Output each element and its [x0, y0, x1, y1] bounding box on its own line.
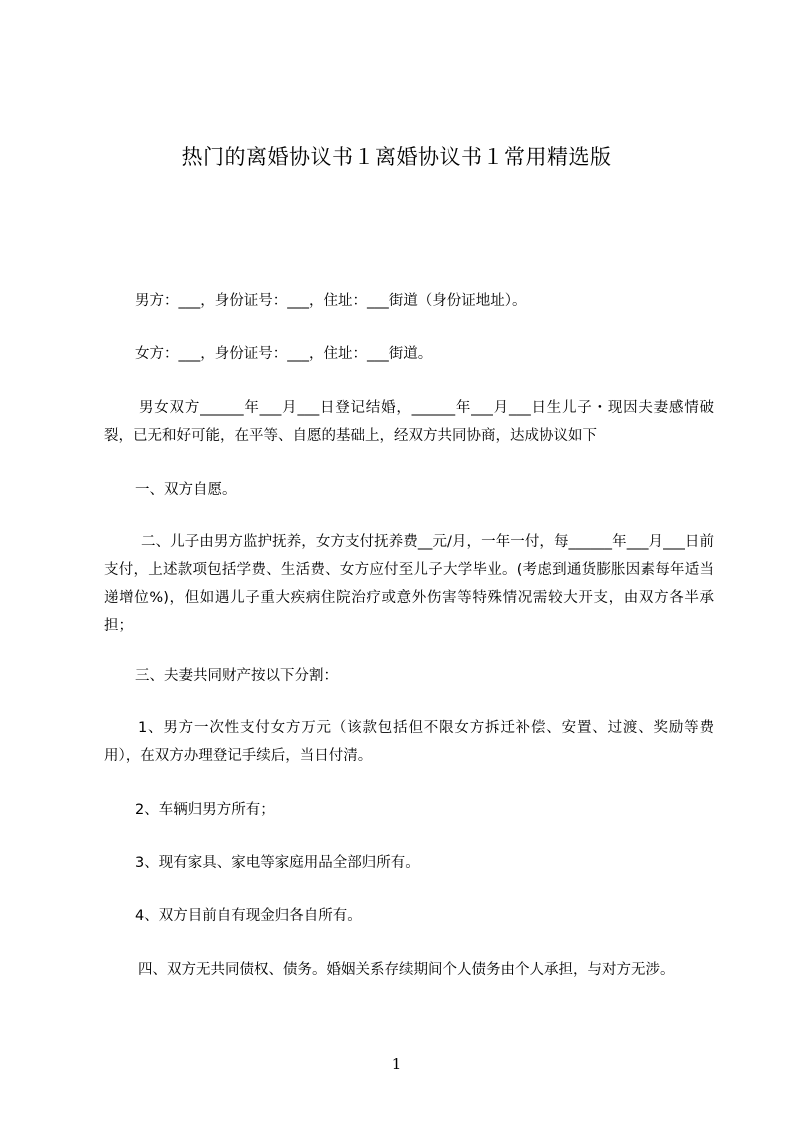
paragraph-property-1: 1、男方一次性支付女方万元（该款包括但不限女方拆迁补偿、安置、过渡、奖励等费用），在双方办理登记手续后，当日付清。	[104, 720, 714, 764]
paragraph-female-party: 女方：___，身份证号：___，住址：___街道。	[135, 346, 433, 362]
paragraph-property-2: 2、车辆归男方所有；	[135, 802, 275, 818]
document-title: 热门的离婚协议书１离婚协议书１常用精选版	[181, 145, 612, 169]
paragraph-clause-2: 二、儿子由男方监护抚养，女方支付抚养费__元/月，一年一付，每______年___月___日前支付，上述款项包括学费、生活费、女方应付至儿子大学毕业。(考虑到通货膨胀因素每年适当递增位%)，但如遇儿子重大疾病住院治疗或意外伤害等特殊情况需较大开支，由双方各半承担；	[104, 534, 714, 634]
paragraph-clause-3: 三、夫妻共同财产按以下分割：	[135, 668, 338, 684]
paragraph-male-party: 男方：___，身份证号：___，住址：___街道（身份证地址）。	[135, 293, 527, 309]
paragraph-clause-4: 四、双方无共同债权、债务。婚姻关系存续期间个人债务由个人承担，与对方无涉。	[138, 962, 675, 978]
paragraph-marriage-info: 男女双方______年___月___日登记结婚，______年___月___日生儿子・现因夫妻感情破裂，已无和好可能，在平等、自愿的基础上，经双方共同协商，达成协议如下	[104, 400, 714, 444]
page-number: 1	[391, 1055, 402, 1073]
paragraph-property-3: 3、现有家具、家电等家庭用品全部归所有。	[135, 855, 420, 871]
paragraph-clause-1: 一、双方自愿。	[135, 482, 237, 498]
paragraph-property-4: 4、双方目前自有现金归各自所有。	[135, 908, 362, 924]
